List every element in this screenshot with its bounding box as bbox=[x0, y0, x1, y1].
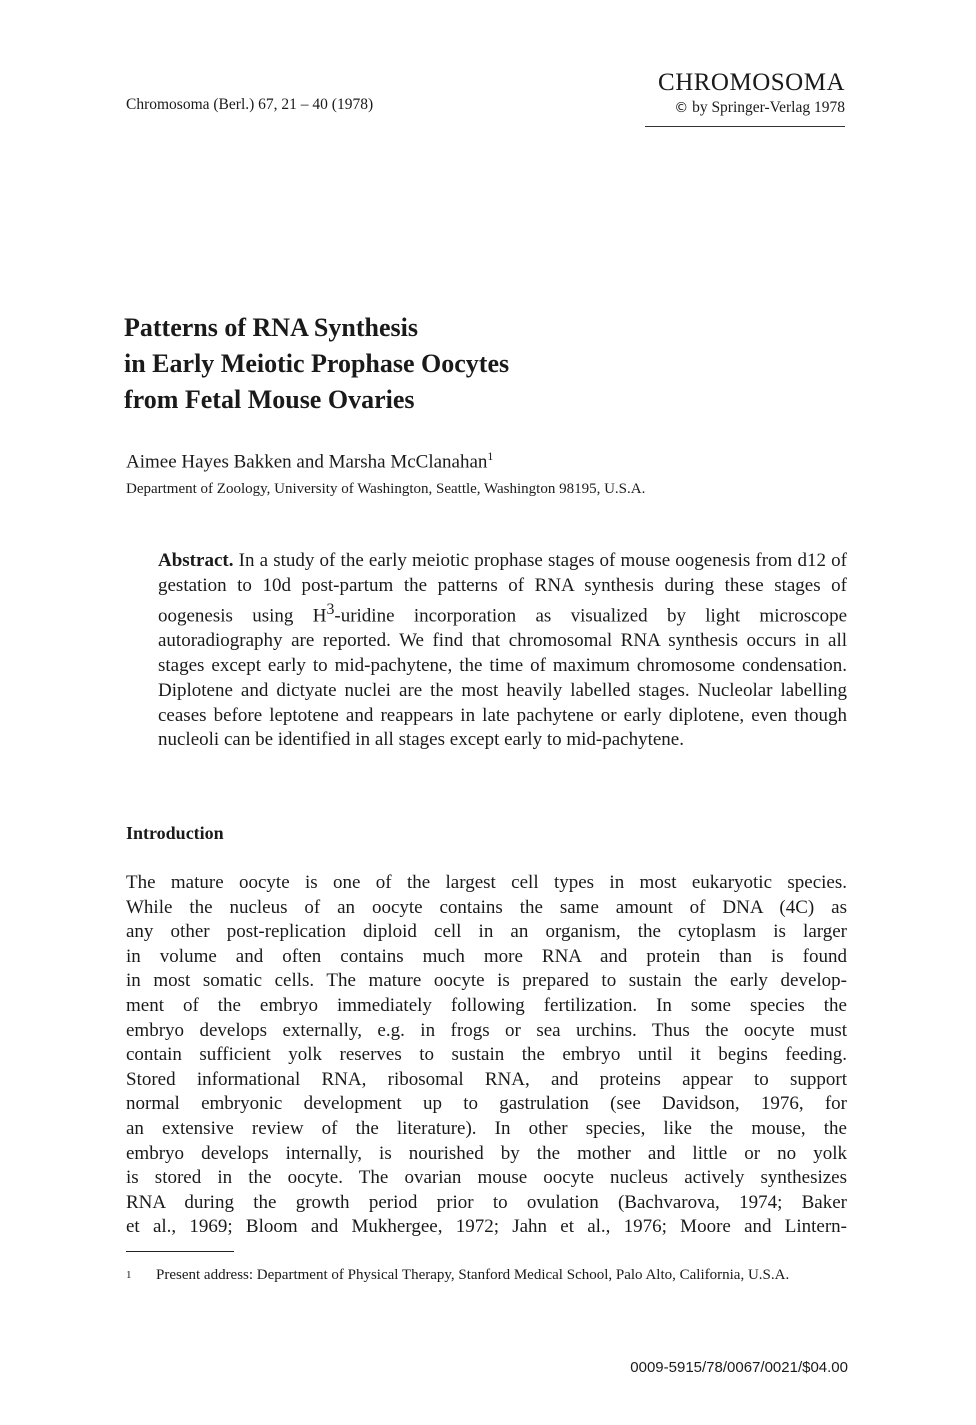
author-footnote-mark: 1 bbox=[487, 449, 494, 463]
text-line: in volume and often contains much more RNA and protein than is found bbox=[126, 945, 847, 967]
author-affiliation: Department of Zoology, University of Washington, Seattle, Washington 98195, U.S.A. bbox=[126, 481, 646, 497]
footnote bbox=[126, 1265, 847, 1285]
author-list bbox=[126, 449, 493, 473]
section-heading-introduction: Introduction bbox=[126, 823, 224, 843]
text-line: embryo develops externally, e.g. in frogs or sea urchins. Thus the oocyte must bbox=[126, 1019, 847, 1041]
text-line: embryo develops internally, is nourished by the mother and little or no yolk bbox=[126, 1142, 847, 1164]
text-line: ment of the embryo immediately following fertilization. In some species the bbox=[126, 994, 847, 1016]
abstract-superscript: 3 bbox=[326, 601, 335, 619]
text-line: While the nucleus of an oocyte contains the same amount of DNA (4C) as bbox=[126, 896, 847, 918]
abstract bbox=[158, 549, 847, 753]
text-line: in most somatic cells. The mature oocyte is prepared to sustain the early develop- bbox=[126, 970, 847, 992]
text-line: contain sufficient yolk reserves to sustain the embryo until it begins feeding. bbox=[126, 1044, 847, 1066]
title-line: Patterns of RNA Synthesis bbox=[124, 313, 418, 342]
text-line: normal embryonic development up to gastrulation (see Davidson, 1976, for bbox=[126, 1093, 847, 1115]
author-names: Aimee Hayes Bakken and Marsha McClanahan bbox=[126, 451, 488, 473]
text-line: an extensive review of the literature). In other species, like the mouse, the bbox=[126, 1117, 847, 1139]
title-line: in Early Meiotic Prophase Oocytes bbox=[124, 349, 510, 378]
journal-masthead bbox=[645, 68, 845, 127]
copyright-text: by Springer-Verlag 1978 bbox=[692, 99, 845, 116]
article-code: 0009-5915/78/0067/0021/$04.00 bbox=[630, 1359, 848, 1376]
copyright-line bbox=[645, 98, 845, 127]
abstract-text: -uridine incorporation as visualized by light microscope autoradiography are reported. We find that chromosomal RNA synthesis occurs in all stages except early to mid-pachytene, the time of maximum chromosome condensation. Diplotene and dictyate nuclei are the most heavily labelled stages. Nucleolar labelling ceases before leptotene and reappears in late pachytene or early diplotene, even though nucleoli can be identified in all stages except early to mid-pachytene. bbox=[158, 605, 847, 751]
text-line: Stored informational RNA, ribosomal RNA, and proteins appear to support bbox=[126, 1068, 847, 1090]
text-line: The mature oocyte is one of the largest cell types in most eukaryotic species. bbox=[126, 872, 847, 893]
introduction-body bbox=[126, 871, 847, 1240]
text-line: RNA during the growth period prior to ovulation (Bachvarova, 1974; Baker bbox=[126, 1191, 847, 1213]
title-line: from Fetal Mouse Ovaries bbox=[124, 385, 415, 414]
paper-title bbox=[124, 310, 509, 418]
text-line: et al., 1969; Bloom and Mukhergee, 1972; Jahn et al., 1976; Moore and Lintern- bbox=[126, 1216, 847, 1238]
copyright-symbol: © bbox=[674, 100, 689, 116]
text-line: any other post-replication diploid cell in an organism, the cytoplasm is larger bbox=[126, 921, 847, 943]
footnote-number: 1 bbox=[126, 1269, 132, 1281]
abstract-text: In a study of the early meiotic prophase stages of mouse oogenesis from d12 of gestation to 10d post-partum the patterns of RNA synthesis during these stages of oogenesis using H bbox=[158, 550, 847, 627]
footnote-divider bbox=[126, 1251, 234, 1252]
journal-citation: Chromosoma (Berl.) 67, 21 – 40 (1978) bbox=[126, 96, 374, 113]
text-line: is stored in the oocyte. The ovarian mouse oocyte nucleus actively synthesizes bbox=[126, 1167, 847, 1189]
abstract-label: Abstract. bbox=[158, 550, 234, 571]
journal-name: CHROMOSOMA bbox=[658, 69, 845, 96]
footnote-text: Present address: Department of Physical Therapy, Stanford Medical School, Palo Alto, California, U.S.A. bbox=[156, 1267, 790, 1283]
